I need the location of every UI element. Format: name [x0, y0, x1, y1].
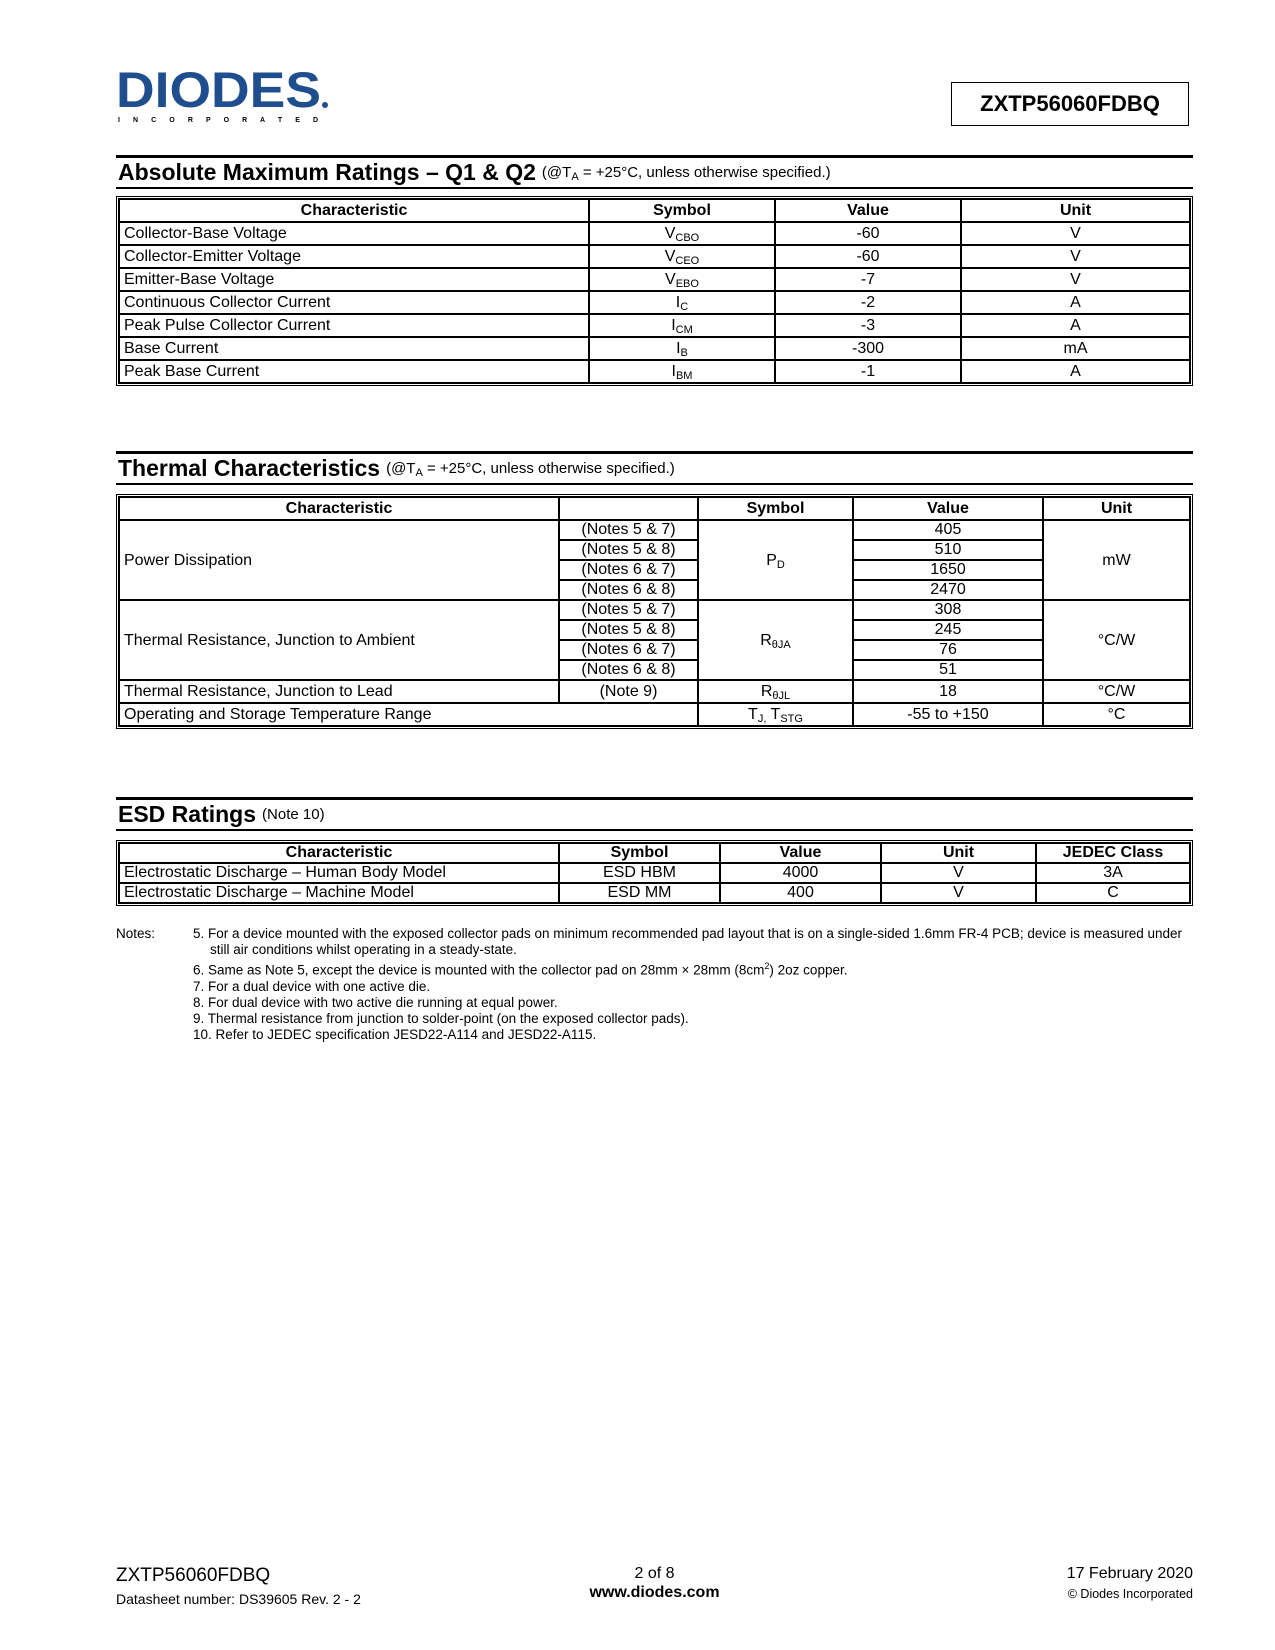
table-row: Peak Pulse Collector Current $I_{CM}$ -3 A	[119, 314, 1190, 337]
table-row: Power Dissipation (Notes 5 & 7) $P_D$ 405 mW	[119, 520, 1190, 540]
esd-title: ESD Ratings	[118, 801, 257, 827]
table-row: (Notes 6 & 7) 1650	[119, 560, 1190, 580]
thermal-header	[116, 451, 1193, 485]
col-unit: Unit	[961, 199, 1190, 222]
footer	[116, 1565, 1193, 1615]
note-8: 8. For dual device with two active die running at equal power.	[193, 994, 558, 1010]
table-row: Operating and Storage Temperature Range $T_{J,}$ $T_{STG}$ -55 to +150 °C	[119, 703, 1190, 726]
table-row: (Notes 5 & 8) 510	[119, 540, 1190, 560]
logo-wordmark: DIODES	[116, 66, 321, 118]
table-header-row: Characteristic Symbol Value Unit JEDEC Class	[119, 843, 1190, 863]
absolute-max-section	[116, 155, 1193, 386]
col-value: Value	[775, 199, 961, 222]
footer-copyright: © Diodes Incorporated	[1067, 1587, 1193, 1601]
table-row: Electrostatic Discharge – Human Body Model ESD HBM 4000 V 3A	[119, 863, 1190, 883]
table-header-row	[119, 199, 1190, 222]
diodes-logo	[116, 66, 331, 128]
table-row: (Notes 5 & 8) 245	[119, 620, 1190, 640]
thermal-title: Thermal Characteristics	[118, 455, 381, 481]
footer-page-number: 2 of 8	[634, 1565, 675, 1582]
note-6: 6. Same as Note 5, except the device is mounted with the collector pad on 28mm × 28mm $(8cm^2)$ 2oz copper.	[193, 961, 848, 978]
note-7: 7. For a dual device with one active die.	[193, 978, 431, 994]
thermal-section	[116, 451, 1193, 729]
table-row: Peak Base Current $I_{BM}$ -1 A	[119, 360, 1190, 383]
table-row: Electrostatic Discharge – Machine Model ESD MM 400 V C	[119, 883, 1190, 903]
notes-label: Notes:	[116, 926, 156, 941]
footer-part-number: ZXTP56060FDBQ	[116, 1565, 271, 1586]
absolute-max-table	[116, 196, 1193, 386]
esd-header	[116, 797, 1193, 831]
table-row: Thermal Resistance, Junction to Ambient (Notes 5 & 7) $R_{\theta JA}$ 308 °C/W	[119, 600, 1190, 620]
table-row: Collector-Emitter Voltage $V_{CEO}$ -60 V	[119, 245, 1190, 268]
table-row: (Notes 6 & 8) 51	[119, 660, 1190, 680]
col-characteristic: Characteristic	[119, 497, 559, 520]
col-value: Value	[853, 497, 1043, 520]
footer-website-link[interactable]: www.diodes.com	[589, 1584, 720, 1601]
table-row: Base Current $I_B$ -300 mA	[119, 337, 1190, 360]
table-row: Continuous Collector Current $I_C$ -2 A	[119, 291, 1190, 314]
logo-subtext: I N C O R P O R A T E D	[118, 117, 319, 124]
col-symbol: Symbol	[589, 199, 775, 222]
col-characteristic: Characteristic	[119, 199, 589, 222]
thermal-table	[116, 494, 1193, 729]
table-row: (Notes 6 & 8) 2470	[119, 580, 1190, 600]
table-row: Collector-Base Voltage $V_{CBO}$ -60 V	[119, 222, 1190, 245]
esd-table	[116, 840, 1193, 906]
notes	[116, 926, 1193, 1043]
footer-datasheet-number: Datasheet number: DS39605 Rev. 2 - 2	[116, 1591, 361, 1607]
table-row: Thermal Resistance, Junction to Lead (Note 9) $R_{\theta JL}$ 18 °C/W	[119, 680, 1190, 703]
esd-section	[116, 797, 1193, 906]
absolute-max-header	[116, 155, 1193, 189]
note-10: 10. Refer to JEDEC specification JESD22-A114 and JESD22-A115.	[193, 1026, 597, 1042]
col-symbol: Symbol	[698, 497, 853, 520]
esd-note: (Note 10)	[262, 806, 325, 823]
col-unit: Unit	[1043, 497, 1190, 520]
thermal-condition: ($@T_A = +25^\circ C$, unless otherwise specified.)	[386, 460, 675, 479]
absolute-max-title: Absolute Maximum Ratings – Q1 & Q2	[118, 159, 536, 185]
table-row: Emitter-Base Voltage $V_{EBO}$ -7 V	[119, 268, 1190, 291]
note-9: 9. Thermal resistance from junction to solder-point (on the exposed collector pads).	[193, 1010, 689, 1026]
table-row: (Notes 6 & 7) 76	[119, 640, 1190, 660]
table-header-row	[119, 497, 1190, 520]
absolute-max-condition: ($@T_A = +25^\circ C$, unless otherwise specified.)	[541, 164, 831, 183]
header-part-number: ZXTP56060FDBQ	[951, 82, 1189, 126]
col-notes	[559, 497, 698, 520]
footer-date: 17 February 2020	[1066, 1565, 1193, 1582]
note-5: 5. For a device mounted with the exposed collector pads on minimum recommended pad layout that is on a single-sided 1.6mm FR-4 PCB; device is measured under still air conditions whilst operating in a steady-state.	[193, 926, 1182, 957]
